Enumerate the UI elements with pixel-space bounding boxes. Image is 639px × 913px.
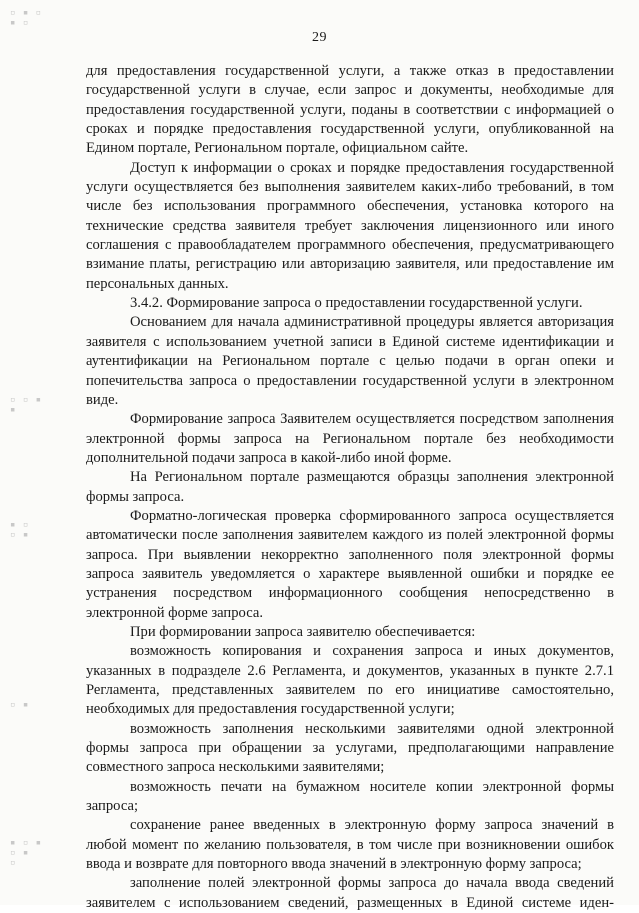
margin-scan-artifact: ▫ ▪ ▫ ▪ ▫ [10,8,43,28]
list-item-prefill: заполнение полей электронной формы запроса до начала ввода сведений заявителем с использованием сведений, размещенных в Единой системе иден- [86,875,614,911]
margin-scan-artifact: ▪ ▫ ▪ ▫ ▪ ▫ [10,838,43,868]
margin-scan-artifact: ▫ ▫ ▪ ▪ [10,395,43,415]
paragraph-request-formation: Формирование запроса Заявителем осуществляется посредством заполнения электронной формы запроса на Региональном портале без необходимости дополнительной подачи запроса в какой-либо иной форме. [86,411,614,466]
section-heading-3-4-2: 3.4.2. Формирование запроса о предоставлении государственной услуги. [130,295,583,312]
paragraph-procedure-basis: Основанием для начала административной процедуры является авторизация заявителя с использованием учетной записи в Единой системе идентификации и аутентификации на Региональном портале с целью подачи в орган опеки и попечительства запроса о предоставлении государственной услуги в электронном виде. [86,314,614,408]
paragraph-continuation: для предоставления государственной услуги, а также отказ в предоставлении государственной услуги в случае, если запрос и документы, необходимые для предоставления государственной услуги, поданы в соответствии с информацией о сроках и порядке предоставления государственной услуги, опубликованной на Едином портале, Региональном портале, официальном сайте. [86,63,614,157]
paragraph-format-check: Форматно-логическая проверка сформированного запроса осуществляется автоматически после заполнения заявителем каждого из полей электронной формы запроса. При выявлении некорректно заполненного поля электронной формы запроса заявитель уведомляется о характере выявленной ошибки и порядке ее устранения посредством информационного сообщения непосредственно в электронной форме запроса. [86,507,614,621]
list-item-multi-applicant: возможность заполнения несколькими заявителями одной электронной формы запроса при обращении за услугами, предполагающими направление совместного запроса несколькими заявителями; [86,720,614,776]
list-item-save-values: сохранение ранее введенных в электронную форму запроса значений в любой момент по желанию пользователя, в том числе при возникновении ошибок ввода и возврате для повторного ввода значений в электронную форму запроса; [86,817,614,873]
margin-scan-artifact: ▪ ▫ ▫ ▪ [10,520,30,540]
margin-scan-artifact: ▫ ▪ [10,700,30,710]
body-text [86,62,614,913]
list-item-print: возможность печати на бумажном носителе копии электронной формы запроса; [86,778,614,815]
paragraph-provisions-intro: При формировании запроса заявителю обеспечивается: [130,623,476,640]
paragraph-info-access: Доступ к информации о сроках и порядке предоставления государственной услуги осуществляется без выполнения заявителем каких-либо требований, в том числе без использования программного обеспечения, установка которого на технические средства заявителя требует заключения лицензионного или иного соглашения с правообладателем программного обеспечения, предусматривающего взимание платы, регистрацию или авторизацию заявителя, или предоставление им персональных данных. [86,159,614,292]
page-number: 29 [312,30,327,45]
list-item-copy-save: возможность копирования и сохранения запроса и иных документов, указанных в подразделе 2.6 Регламента, и документов, указанных в пункте 2.7.1 Регламента, представленных заявителем по его инициативе самостоятельно, необходимых для предоставления государственной услуги; [86,643,614,718]
paragraph-form-samples: На Региональном портале размещаются образцы заполнения электронной формы запроса. [86,469,614,505]
